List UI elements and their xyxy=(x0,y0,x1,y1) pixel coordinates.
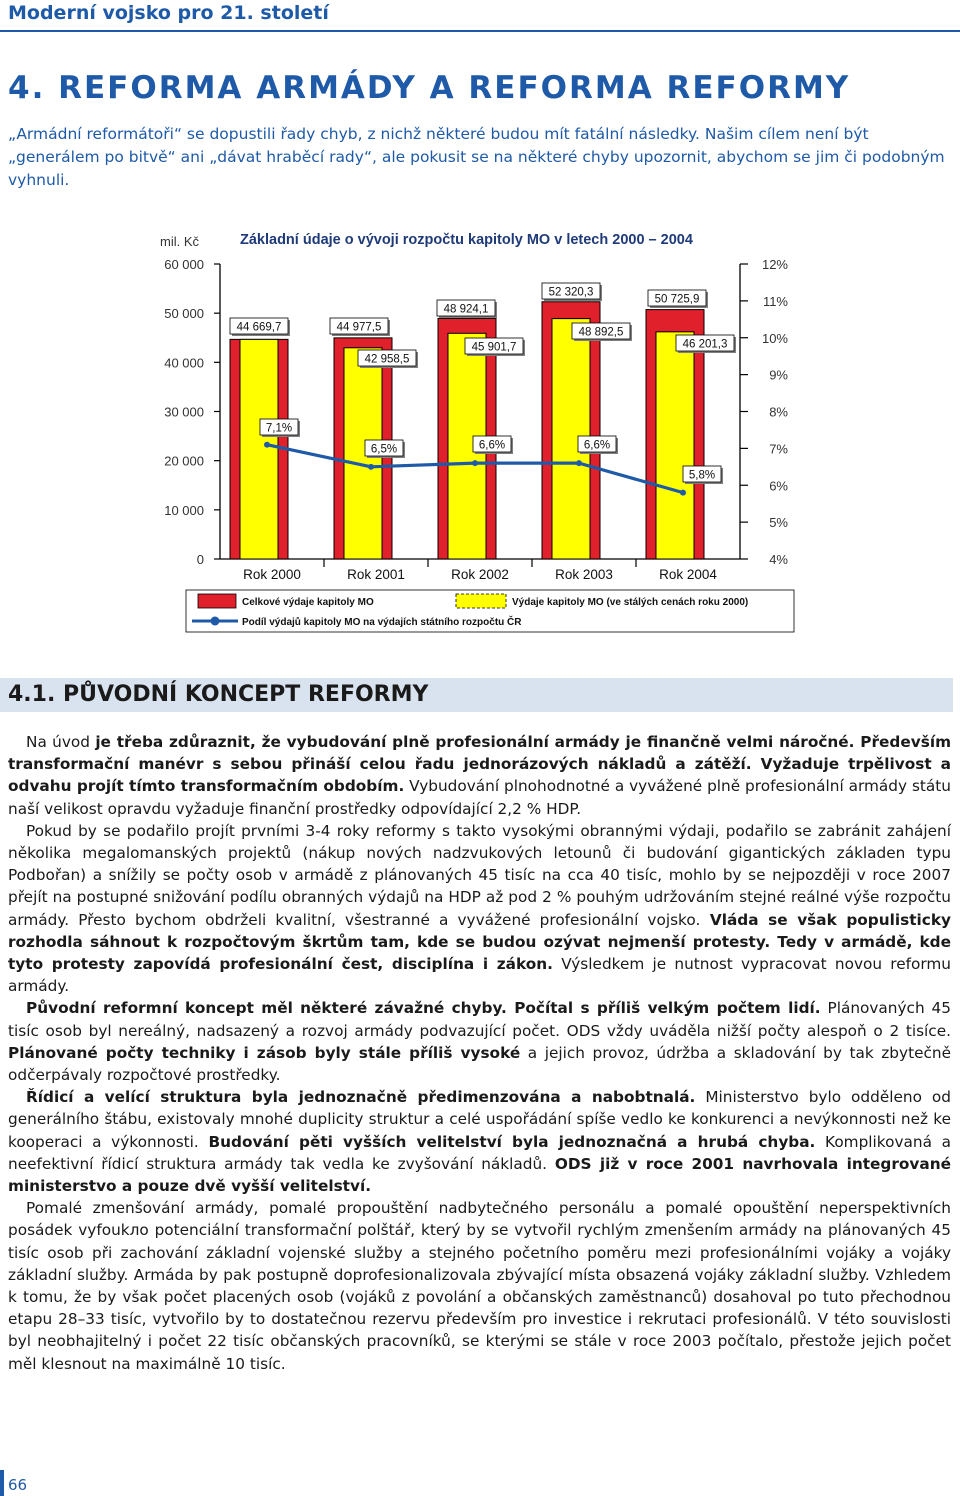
chapter-title: 4. REFORMA ARMÁDY A REFORMA REFORMY xyxy=(8,70,851,106)
y2-tick-label: 8% xyxy=(769,404,788,420)
y2-tick-label: 12% xyxy=(761,257,788,272)
text-run: Pomalé zmenšování armády, pomalé propouštění nadbytečného personálu a pomalé opouštění neperspektivních posádek vyfoukло potenciální transformační polštář, který by se vytvořil rychlým zmenšením armády na plánovaných 45 tisíc osob při zachování základní vojenské služby a stejného početního poměru mezi profesionálními vojáky a vojáky základní služby. Armáda by pak postupně doprofesionalizovala zbývající místa obsazená vojáky základní služby. Vzhledem k tomu, že by však počet placených osob (vojáků z povolání a občanských zaměstnanců) dosahoval po tuto přechodnou etapu 28–33 tisíc, vytvořilo by to dostatečnou rezervu především pro investice i rekrutaci profesionálů. V této souvislosti byl neobhajitelný i počet 22 tisíc občanských pracovníků, se kterými se stále v roce 2003 počítalo, přestože jejich počet měl klesnout na maximálně 10 tisíc. xyxy=(8,1199,951,1373)
text-run: Na úvod xyxy=(26,733,96,751)
bold-run: Plánované počty techniky i zásob byly stále příliš vysoké xyxy=(8,1043,521,1062)
y2-tick-label: 7% xyxy=(769,441,788,457)
data-label: 6,6% xyxy=(583,439,611,452)
legend-label: Podíl výdajů kapitoly MO na výdajích státního rozpočtu ČR xyxy=(242,617,522,628)
text-run: Plánovaných 45 tisíc osob byl nereálný, nadsazený a rozvoj armády podvazující počet. ODS vždy uváděla nižší počty alespoň o 2 tisíce. xyxy=(8,999,952,1040)
bold-run: Vláda se však populisticky rozhodla sáhnout k rozpočtovým škrtům tam, kde se budou ozývat nejmenší protesty. Tedy v armádě, kde tyto protesty zapovídá profesionální čest, disciplína i zákon. xyxy=(8,910,951,974)
y-tick-label: 10 000 xyxy=(164,502,204,518)
bold-run: Řídicí a velící struktura byla jednoznačně předimenzována a nabobtnalá. xyxy=(26,1088,696,1107)
percent-point xyxy=(576,460,582,466)
bar-constant-prices xyxy=(656,332,694,559)
legend-swatch-point xyxy=(211,617,220,626)
percent-point xyxy=(368,464,374,470)
y2-tick-label: 10% xyxy=(761,330,788,346)
text-run: a jejich provoz, údržba a skladování by tak zbytečně odčerpávaly rozpočtové prostředky. xyxy=(8,1043,951,1085)
y-tick-label: 30 000 xyxy=(164,404,204,420)
body-paragraph xyxy=(8,731,951,820)
data-label: 45 901,7 xyxy=(471,341,517,354)
y-tick-label: 60 000 xyxy=(164,257,204,272)
x-category-label: Rok 2002 xyxy=(451,567,509,582)
y-unit-label: mil. Kč xyxy=(160,234,199,249)
data-label: 7,1% xyxy=(265,422,293,435)
percent-point xyxy=(680,490,686,496)
data-label: 6,5% xyxy=(370,443,398,456)
data-label: 48 924,1 xyxy=(443,303,489,316)
page-edge-rule xyxy=(0,1470,4,1496)
text-run: Výsledkem je nutnost vypracovat novou reformu armády. xyxy=(8,955,951,996)
data-label: 42 958,5 xyxy=(364,353,410,366)
data-label: 5,8% xyxy=(688,469,716,482)
percent-point xyxy=(472,460,478,466)
data-label: 6,6% xyxy=(478,439,506,452)
data-label: 44 669,7 xyxy=(236,321,282,334)
legend-label: Výdaje kapitoly MO (ve stálých cenách roku 2000) xyxy=(512,597,749,608)
section-title: 4.1. PŮVODNÍ KONCEPT REFORMY xyxy=(8,682,429,707)
y-tick-label: 0 xyxy=(196,552,204,567)
text-run: Komplikovaná a neefektivní řídicí struktura armády tak vedla ke zvyšování nákladů. xyxy=(8,1132,951,1173)
text-run: Vybudování plnohodnotné a vyvážené plně profesionální armády státu naší velikost opravdu vyžaduje finanční prostředky odpovídající 2,2 % HDP. xyxy=(8,777,951,818)
body-paragraph xyxy=(8,820,951,998)
y2-tick-label: 6% xyxy=(769,478,788,494)
bold-run: ODS již v roce 2001 navrhovala integrované ministerstvo a pouze dvě vyšší velitelství. xyxy=(8,1154,951,1196)
data-label: 50 725,9 xyxy=(654,293,700,306)
y2-tick-label: 9% xyxy=(769,367,788,383)
bold-run: je třeba zdůraznit, že vybudování plně profesionální armády je finančně velmi náročné. Především transformační manévr s sebou přináší celou řadu jednorázových nákladů a zátěží. Vyžaduje trpělivost a odvahu projít tímto transformačním obdobím. xyxy=(8,733,952,796)
header-rule xyxy=(0,30,960,32)
y-tick-label: 20 000 xyxy=(164,453,204,469)
bold-run: Původní reformní koncept měl některé závažné chyby. Počítal s příliš velkým počtem lidí. xyxy=(26,999,821,1018)
bold-run: Budování pěti vyšších velitelství byla jednoznačná a hrubá chyba. xyxy=(208,1132,816,1151)
body-paragraph xyxy=(8,1197,951,1375)
y-tick-label: 40 000 xyxy=(164,355,204,371)
data-label: 44 977,5 xyxy=(336,321,382,334)
body-paragraph xyxy=(8,1086,951,1197)
legend-swatch-constant xyxy=(456,594,506,608)
body-paragraph xyxy=(8,997,951,1086)
percent-point xyxy=(264,442,270,448)
data-label: 52 320,3 xyxy=(548,286,594,299)
page-number: 66 xyxy=(8,1476,28,1494)
y2-tick-label: 5% xyxy=(769,515,788,531)
data-label: 48 892,5 xyxy=(578,326,624,339)
chart-title: Základní údaje o vývoji rozpočtu kapitoly MO v letech 2000 – 2004 xyxy=(240,232,693,248)
y-tick-label: 50 000 xyxy=(164,306,204,322)
legend-swatch-total xyxy=(198,594,236,608)
text-run: Ministerstvo bylo odděleno od generálního štábu, existovaly mnohé duplicity struktur a celé uspořádání spíše vedlo ke konkurenci a nevýkonnosti než ke kooperaci a výkonnosti. xyxy=(8,1088,951,1151)
legend-label: Celkové výdaje kapitoly MO xyxy=(242,597,374,608)
data-label: 46 201,3 xyxy=(682,338,728,351)
x-category-label: Rok 2000 xyxy=(243,567,301,582)
running-title: Moderní vojsko pro 21. století xyxy=(8,2,329,24)
text-run: Pokud by se podařilo projít prvními 3-4 roky reformy s takto vysokými obrannými výdaji, podařilo se zabránit zahájení několika megalomanských projektů (nákup nových nadzvukových letounů či budování gigantických základen typu Podbořan) a snížily se počty osob v armádě z plánovaných 45 tisíc na cca 40 tisíc, mohlo by se nejpozději v roce 2007 přejít na postupné snižování podílu obranných výdajů na HDP až pod 2 % pouhým udržováním stejné reálné výše rozpočtu armády. Přesto bychom obdrželi kvalitní, všestranné a vyvážené profesionální vojsko. xyxy=(8,821,951,929)
bar-constant-prices xyxy=(240,339,278,559)
intro-paragraph: „Armádní reformátoři“ se dopustili řady chyb, z nichž některé budou mít fatální následky. Našim cílem není být „generálem po bitvě“ ani „dávat hraběcí rady“, ale pokusit se na některé chyby upozornit, abychom se jim či podobným vyhnuli. xyxy=(8,125,945,189)
y2-tick-label: 11% xyxy=(762,293,788,309)
x-category-label: Rok 2003 xyxy=(555,567,613,582)
y2-tick-label: 4% xyxy=(769,552,788,567)
section-body xyxy=(8,731,951,1375)
budget-chart xyxy=(150,220,800,640)
x-category-label: Rok 2001 xyxy=(347,567,405,582)
x-category-label: Rok 2004 xyxy=(659,567,717,582)
